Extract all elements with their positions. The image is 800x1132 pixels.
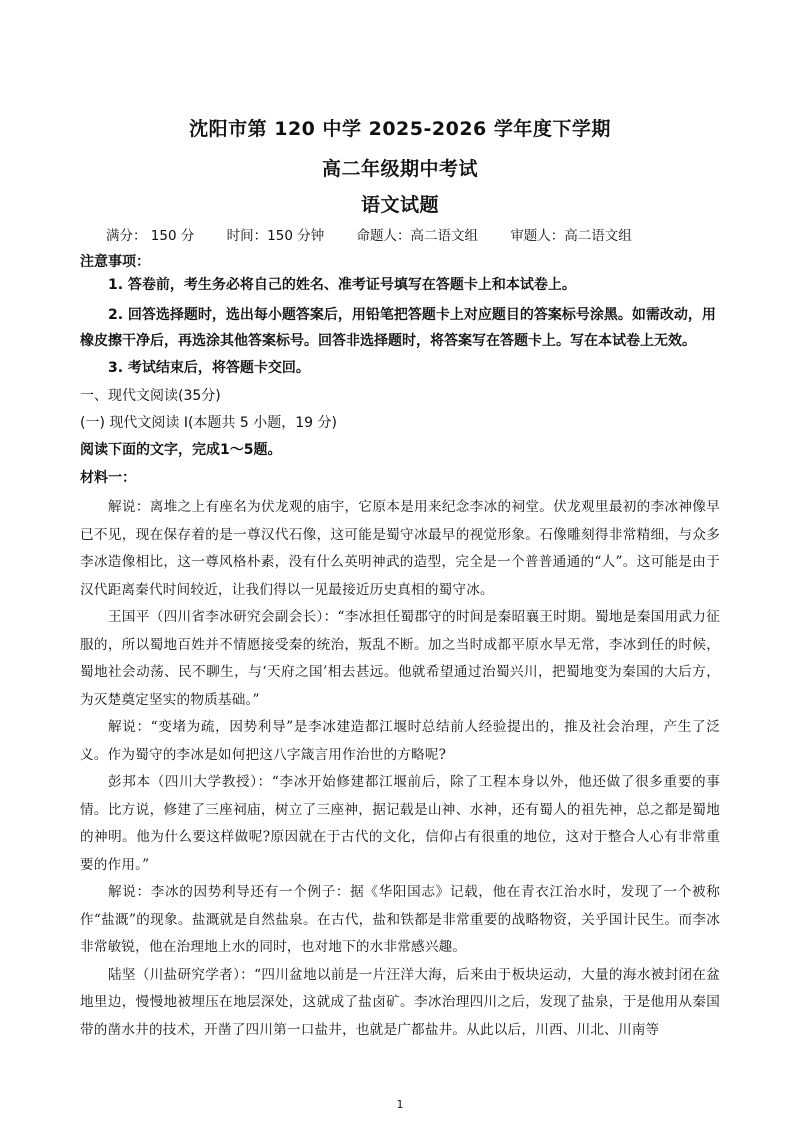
notice-item-2: 2. 回答选择题时，选出每小题答案后，用铅笔把答题卡上对应题目的答案标号涂黑。如需改动，用橡皮擦干净后，再选涂其他答案标号。回答非选择题时，将答案写在答题卡上。写在本试卷上无效。 [80,307,716,349]
exam-title: 沈阳市第 120 中学 2025-2026 学年度下学期 [189,118,611,140]
paragraph: 解说：离堆之上有座名为伏龙观的庙宇，它原本是用来纪念李冰的祠堂。伏龙观里最初的李冰神像早已不见，现在保存着的是一尊汉代石像，这可能是蜀守冰最早的视觉形象。石像雕刻得非常精细，与众多李冰造像相比，这一尊风格朴素，没有什么英明神武的造型，完全是一个普普通通的“人”。这可能是由于汉代距离秦代时间较近，让我们得以一见最接近历史真相的蜀守冰。 [80,499,720,598]
exam-meta [106,224,660,244]
subsection-heading: (一) 现代文阅读 I(本题共 5 小题，19 分) [80,415,337,431]
time-info: 时间：150 分钟 [226,228,325,244]
score-info: 满分： 150 分 [106,228,195,244]
material-text [80,494,720,1044]
paragraph: 解说：李冰的因势利导还有一个例子：据《华阳国志》记载，他在青衣江治水时，发现了一个被称作“盐溉”的现象。盐溉就是自然盐泉。在古代，盐和铁都是非常重要的战略物资，关乎国计民生。而李冰非常敏锐，他在治理地上水的同时，也对地下的水非常感兴趣。 [80,884,720,955]
notice-item-3: 3. 考试结束后，将答题卡交回。 [108,360,310,376]
paragraph: 陆坚（川盐研究学者）：“四川盆地以前是一片汪洋大海，后来由于板块运动，大量的海水被封闭在盆地里边，慢慢地被埋压在地层深处，这就成了盐卤矿。李冰治理四川之后，发现了盐泉，于是他用从秦国带的凿水井的技术，开凿了四川第一口盐井，也就是广都盐井。从此以后，川西、川北、川南等 [80,966,720,1038]
paragraph: 解说：“变堵为疏，因势利导”是李冰建造都江堰时总结前人经验提出的，推及社会治理，产生了泛义。作为蜀守的李冰是如何把这八字箴言用作治世的方略呢? [80,719,720,763]
section-heading: 一、现代文阅读(35分) [80,388,221,404]
author-info: 命题人：高二语文组 [356,228,479,244]
notice-heading: 注意事项： [80,254,150,270]
notice-item-1: 1. 答卷前，考生务必将自己的姓名、准考证号填写在答题卡上和本试卷上。 [108,277,576,293]
reviewer-info: 审题人：高二语文组 [510,228,632,244]
material-label: 材料一： [80,470,136,486]
reading-instruction: 阅读下面的文字，完成1～5题。 [80,442,282,458]
paragraph: 彭邦本（四川大学教授）：“李冰开始修建都江堰前后，除了工程本身以外，他还做了很多重要的事情。比方说，修建了三座祠庙，树立了三座神，据记载是山神、水神，还有蜀人的祖先神，总之都是蜀地的神明。他为什么要这样做呢?原因就在于古代的文化，信仰占有很重的地位，这对于整合人心有非常重要的作用。” [80,774,720,873]
paragraph: 王国平（四川省李冰研究会副会长）：“李冰担任蜀郡守的时间是秦昭襄王时期。蜀地是秦国用武力征服的，所以蜀地百姓并不情愿接受秦的统治，叛乱不断。加之当时成都平原水旱无常，李冰到任的时候，蜀地社会动荡、民不聊生，与‘天府之国’相去甚远。他就希望通过治蜀兴川，把蜀地变为秦国的大后方，为灭楚奠定坚实的物质基础。” [80,609,720,708]
exam-subtitle: 高二年级期中考试 [321,158,478,180]
page-number: 1 [396,1098,404,1111]
subject-title: 语文试题 [360,194,439,216]
